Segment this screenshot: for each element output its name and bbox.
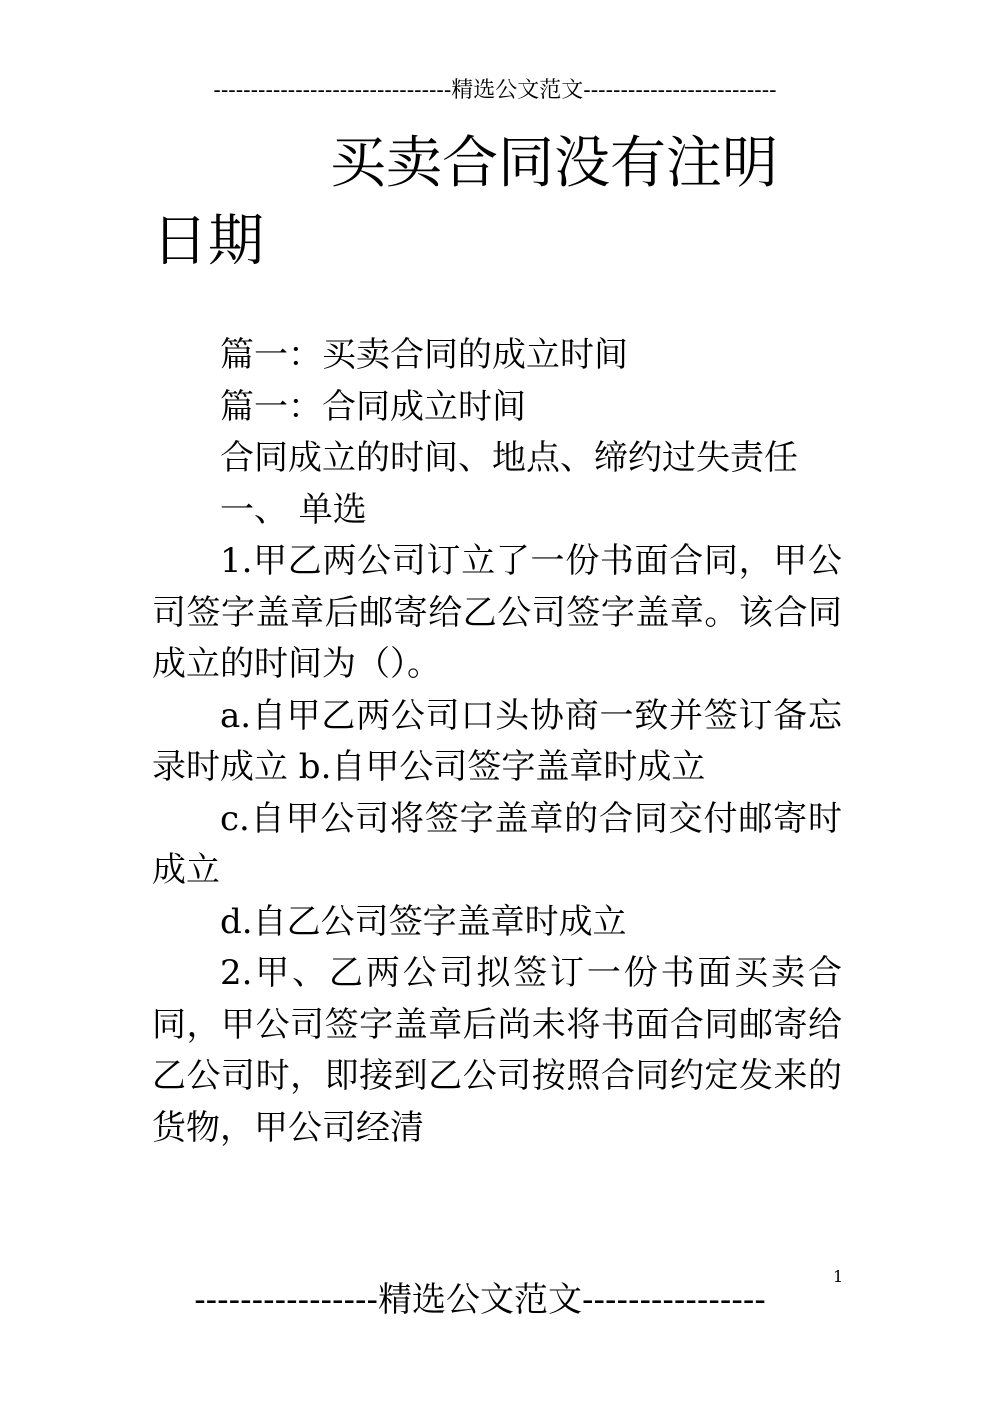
heading-sub-part-one: 篇一：合同成立时间 [220, 386, 526, 427]
question-2: 2.甲、乙两公司拟签订一份书面买卖合同，甲公司签字盖章后尚未将书面合同邮寄给乙公司时，即接到乙公司按照合同约定发来的货物，甲公司经清 [152, 953, 842, 1148]
option-d: d.自乙公司签字盖章时成立 [220, 901, 627, 942]
document-body [152, 330, 842, 1154]
intro-paragraph: 合同成立的时间、地点、缔约过失责任 [220, 438, 798, 478]
option-a-b: a.自甲乙两公司口头协商一致并签订备忘录时成立 b.自甲公司签字盖章时成立 [152, 695, 842, 787]
page-number: 1 [833, 1267, 844, 1286]
page-footer: ----------------精选公文范文---------------- [194, 1280, 766, 1320]
title-line-1: 买卖合同没有注明 [330, 131, 778, 196]
title-line-2: 日期 [152, 209, 264, 274]
question-1: 1.甲乙两公司订立了一份书面合同，甲公司签字盖章后邮寄给乙公司签字盖章。该合同成立的时间为（）。 [152, 541, 842, 684]
option-c: c.自甲公司将签字盖章的合同交付邮寄时成立 [152, 798, 842, 890]
document-title [152, 128, 852, 278]
heading-part-one: 篇一：买卖合同的成立时间 [220, 335, 628, 375]
section-single-choice: 一、 单选 [220, 489, 367, 530]
page-header: --------------------------------精选公文范文-------------------------- [213, 78, 777, 103]
